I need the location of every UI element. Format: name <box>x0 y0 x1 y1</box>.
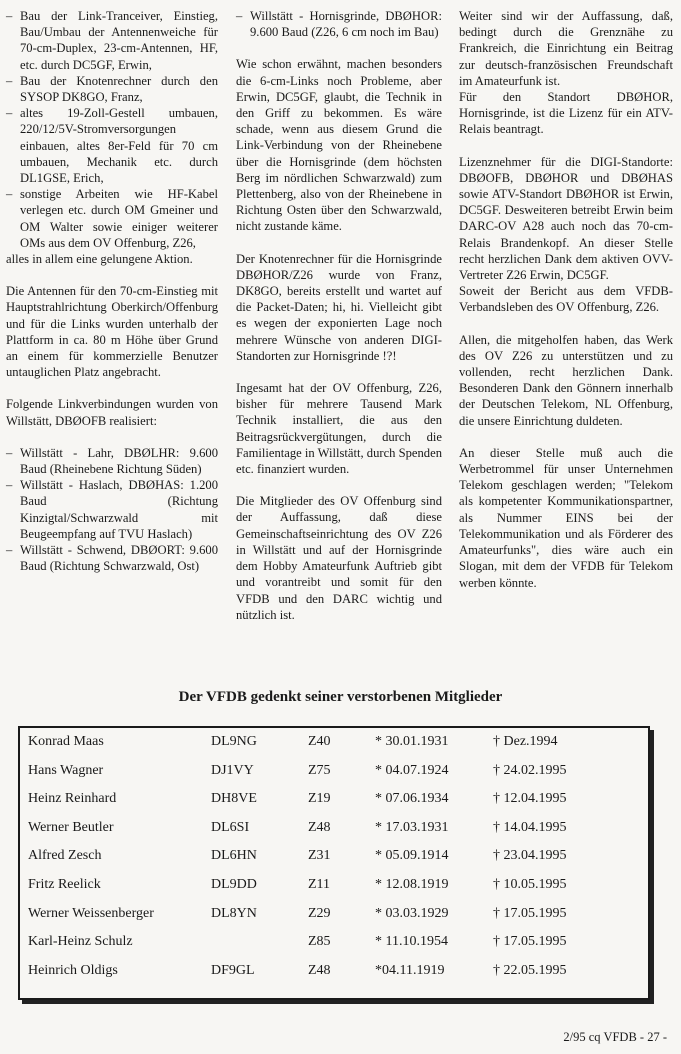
member-born: * 17.03.1931 <box>375 819 449 835</box>
member-born: * 05.09.1914 <box>375 848 449 864</box>
member-born: * 12.08.1919 <box>375 876 449 892</box>
member-callsign: DJ1VY <box>211 762 254 778</box>
text-column-3 <box>459 8 673 607</box>
paragraph: Der Knotenrechner für die Hornisgrinde DBØHOR/Z26 wurde von Franz, DK8GO, bereits erstellt und wartet auf die Packet-Daten; hi, hi. Vielleicht gibt es wegen der exponierten Lage noch mehrere Wünsche von anderen DIGI-Standorten zur Hornisgrinde !?! <box>236 251 442 363</box>
member-born: * 07.06.1934 <box>375 791 449 807</box>
member-dok: Z85 <box>308 934 331 950</box>
link-list-continued <box>236 8 442 40</box>
member-dok: Z19 <box>308 791 331 807</box>
table-row <box>28 848 640 877</box>
paragraph: Soweit der Bericht aus dem VFDB-Verbandsleben des OV Offenburg, Z26. <box>459 284 673 315</box>
member-dok: Z29 <box>308 905 331 921</box>
list-item: – sonstige Arbeiten wie HF-Kabel verlegen etc. durch OM Gmeiner und OM Walter sowie einiger weiterer OMs aus dem OV Offenburg, Z26, <box>6 186 218 251</box>
member-died: † 22.05.1995 <box>493 962 567 978</box>
member-name: Fritz Reelick <box>28 876 101 892</box>
memorial-box <box>18 726 650 1000</box>
table-row <box>28 906 640 935</box>
paragraph: alles in allem eine gelungene Aktion. <box>6 252 193 267</box>
list-item: – altes 19-Zoll-Gestell umbauen, 220/12/5V-Stromversorgungen einbauen, altes 8er-Feld für 70 cm umbauen, Mechanik etc. durch DL1GSE, Erich, <box>6 105 218 186</box>
work-list <box>6 8 218 251</box>
member-born: * 30.01.1931 <box>375 734 449 749</box>
member-callsign: DL6SI <box>211 819 250 835</box>
text-column-1 <box>6 8 218 575</box>
list-item: – Willstätt - Hornisgrinde, DBØHOR: 9.600 Baud (Z26, 6 cm noch im Bau) <box>236 8 442 40</box>
member-name: Heinrich Oldigs <box>28 962 118 978</box>
member-name: Konrad Maas <box>28 734 104 749</box>
member-dok: Z48 <box>308 962 331 978</box>
page-footer: 2/95 cq VFDB - 27 - <box>563 1030 667 1044</box>
table-row <box>28 763 640 792</box>
table-row <box>28 791 640 820</box>
paragraph: Lizenznehmer für die DIGI-Standorte: DBØOFB, DBØHOR und DBØHAS sowie ATV-Standort DBØHOR ist Erwin, DC5GF. Desweiteren betreibt Erwin beim DARC-OV A28 auch noch das 70-cm-Relais Brandenkopf. An dieser Stelle recht herzlichen Dank dem aktiven OVV-Vertreter Z26 Erwin, DC5GF. <box>459 154 673 283</box>
member-born: * 04.07.1924 <box>375 762 449 778</box>
paragraph: Ingesamt hat der OV Offenburg, Z26, bisher für mehrere Tausend Mark Technik installiert, die aus den Beitragsrückvergütungen, durch die Familientage in Willstätt, durch Spenden etc. finanziert wurden. <box>236 381 442 477</box>
member-name: Heinz Reinhard <box>28 791 117 807</box>
memorial-table <box>28 734 640 991</box>
list-item: – Willstätt - Haslach, DBØHAS: 1.200 Baud (Richtung Kinzigtal/Schwarzwald mit Beugeempfang auf TVU Haslach) <box>6 477 218 542</box>
table-row <box>28 820 640 849</box>
member-name: Werner Beutler <box>28 819 114 835</box>
member-died: † 23.04.1995 <box>493 848 567 864</box>
member-dok: Z75 <box>308 762 331 778</box>
member-died: † 24.02.1995 <box>493 762 567 778</box>
member-died: † 10.05.1995 <box>493 876 567 892</box>
table-row <box>28 877 640 906</box>
table-row <box>28 934 640 963</box>
paragraph: Weiter sind wir der Auffassung, daß, bedingt durch die Grenznähe zu Frankreich, die Einrichtung ein Beitrag zur deutsch-französischen Freundschaft im Amateurfunk ist. <box>459 9 673 88</box>
memorial-heading: Der VFDB gedenkt seiner verstorbenen Mitglieder <box>178 689 503 705</box>
member-callsign: DL9DD <box>211 876 257 892</box>
member-died: † 14.04.1995 <box>493 819 567 835</box>
paragraph: Die Antennen für den 70-cm-Einstieg mit Hauptstrahlrichtung Oberkirch/Offenburg und für die Links wurden unterhalb der Plattform in ca. 80 m Höhe über Grund an einem für kommerzielle Benutzer untauglichen Platz angebracht. <box>6 284 218 380</box>
member-died: † 12.04.1995 <box>493 791 567 807</box>
paragraph: An dieser Stelle muß auch die Werbetrommel für unser Unternehmen Telekom geschlagen werden; "Telekom als kompetenter Kommunikationspartner, als Nummer EINS bei der Telekommunikation und als Förderer des Amateurfunks", dies wäre auch ein Slogan, mit dem der VFDB für Telekom werben könnte. <box>459 445 673 590</box>
member-name: Hans Wagner <box>28 762 104 778</box>
member-born: *04.11.1919 <box>375 962 445 978</box>
member-died: † 17.05.1995 <box>493 905 567 921</box>
member-dok: Z48 <box>308 819 331 835</box>
paragraph: Für den Standort DBØHOR, Hornisgrinde, ist die Lizenz für ein ATV-Relais beantragt. <box>459 90 673 137</box>
member-dok: Z31 <box>308 848 331 864</box>
paragraph: Allen, die mitgeholfen haben, das Werk des OV Z26 zu unterstützen und zu vollenden, recht herzlichen Dank. Besonderen Dank den Gönnern innerhalb der Deutschen Telekom, NL Offenburg, die unsere Einrichtung duldeten. <box>459 332 673 428</box>
member-callsign: DL9NG <box>211 734 257 749</box>
text-column-2 <box>236 8 442 639</box>
member-callsign: DL6HN <box>211 848 257 864</box>
paragraph: Die Mitglieder des OV Offenburg sind der Auffassung, daß diese Gemeinschaftseinrichtung des OV Z26 in Willstätt und auf der Hornisgrinde dem Hobby Amateurfunk Auftrieb gibt und vorantreibt und somit für den VFDB und den DARC wichtig und nützlich ist. <box>236 494 442 622</box>
member-born: * 11.10.1954 <box>375 934 448 950</box>
list-item: – Bau der Link-Tranceiver, Einstieg, Bau/Umbau der Antennenweiche für 70-cm-Duplex, 23-cm-Antennen, HF, etc. durch DC5GF, Erwin, <box>6 8 218 73</box>
list-item: – Willstätt - Schwend, DBØORT: 9.600 Baud (Richtung Schwarzwald, Ost) <box>6 542 218 574</box>
table-row <box>28 963 640 992</box>
member-died: † Dez.1994 <box>493 734 558 749</box>
link-list <box>6 445 218 575</box>
paragraph: Wie schon erwähnt, machen besonders die 6-cm-Links noch Probleme, aber Erwin, DC5GF, glaubt, die Technik in den Griff zu bekommen. Es wäre schade, wenn aus diesem Grund die Link-Verbindung von der Rheinebene über die Hornisgrinde (dem höchsten Berg im nördlichen Schwarzwald) zum Plettenberg, also von der Rheinebene in Richtung Osten über den Schwarzwald, nicht zustande käme. <box>236 57 442 234</box>
member-name: Karl-Heinz Schulz <box>28 934 133 950</box>
member-callsign: DL8YN <box>211 905 257 921</box>
member-dok: Z40 <box>308 734 331 749</box>
member-callsign: DH8VE <box>211 791 257 807</box>
member-dok: Z11 <box>308 876 331 892</box>
member-name: Alfred Zesch <box>28 848 102 864</box>
member-born: * 03.03.1929 <box>375 905 449 921</box>
list-item: – Bau der Knotenrechner durch den SYSOP DK8GO, Franz, <box>6 73 218 105</box>
member-callsign: DF9GL <box>211 962 255 978</box>
list-item: – Willstätt - Lahr, DBØLHR: 9.600 Baud (Rheinebene Richtung Süden) <box>6 445 218 477</box>
paragraph: Folgende Linkverbindungen wurden von Willstätt, DBØOFB realisiert: <box>6 397 218 428</box>
table-row <box>28 734 640 763</box>
member-name: Werner Weissenberger <box>28 905 154 921</box>
member-died: † 17.05.1995 <box>493 934 567 950</box>
